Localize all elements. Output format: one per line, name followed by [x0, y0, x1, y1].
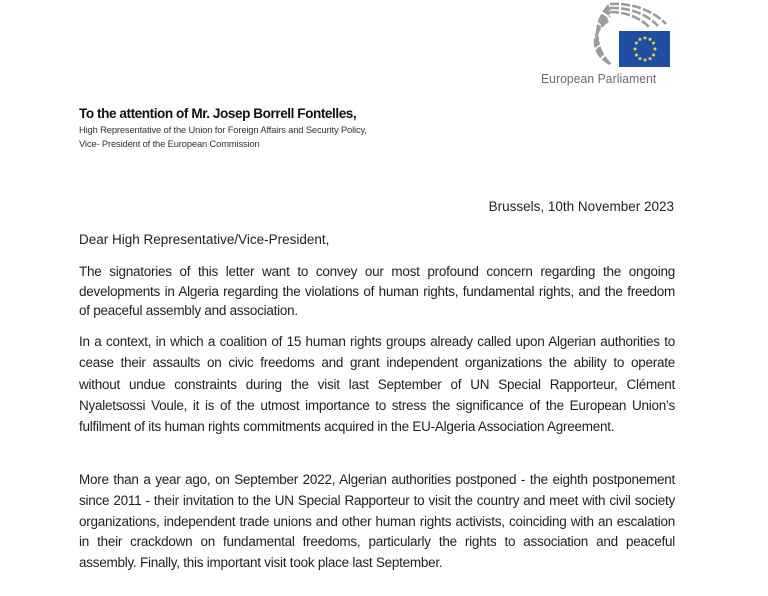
paragraph-1: The signatories of this letter want to convey our most profound concern regarding the ongoing developments in Algeria regarding the violations of human rights, fundamental rights, and the freedom of peaceful assembly and association.: [79, 264, 675, 318]
logo-text: European Parliament: [541, 71, 657, 86]
addressee-block: [79, 106, 367, 151]
eu-flag-icon: [619, 31, 670, 67]
european-parliament-logo: [540, 2, 670, 88]
paragraph-2: In a context, in which a coalition of 15 human rights groups already called upon Algerian authorities to cease their assaults on civic freedoms and grant independent organizations the ability to operate without undue constraints during the visit last September of UN Special Rapporteur, Clément Nyaletsossi Voule, it is of the utmost importance to stress the significance of the European Union’s fulfilment of its human rights commitments acquired in the EU-Algeria Association Agreement.: [79, 334, 675, 435]
paragraph-3: More than a year ago, on September 2022, Algerian authorities postponed - the eighth postponement since 2011 - their invitation to the UN Special Rapporteur to visit the country and meet with civil society organizations, independent trade unions and other human rights activists, coinciding with an escalation in their crackdown on fundamental freedoms, particularly the rights to association and peaceful assembly. Finally, this important visit took place last September.: [79, 472, 675, 571]
letter-date: Brussels, 10th November 2023: [488, 199, 674, 214]
addressee-title-line-2: Vice- President of the European Commission: [79, 138, 260, 149]
salutation: Dear High Representative/Vice-President,: [79, 232, 330, 247]
european-parliament-hemicycle-icon: [540, 2, 670, 70]
addressee-title-line-1: High Representative of the Union for Foreign Affairs and Security Policy,: [79, 124, 367, 135]
addressee-name: To the attention of Mr. Josep Borrell Fontelles,: [79, 106, 357, 121]
